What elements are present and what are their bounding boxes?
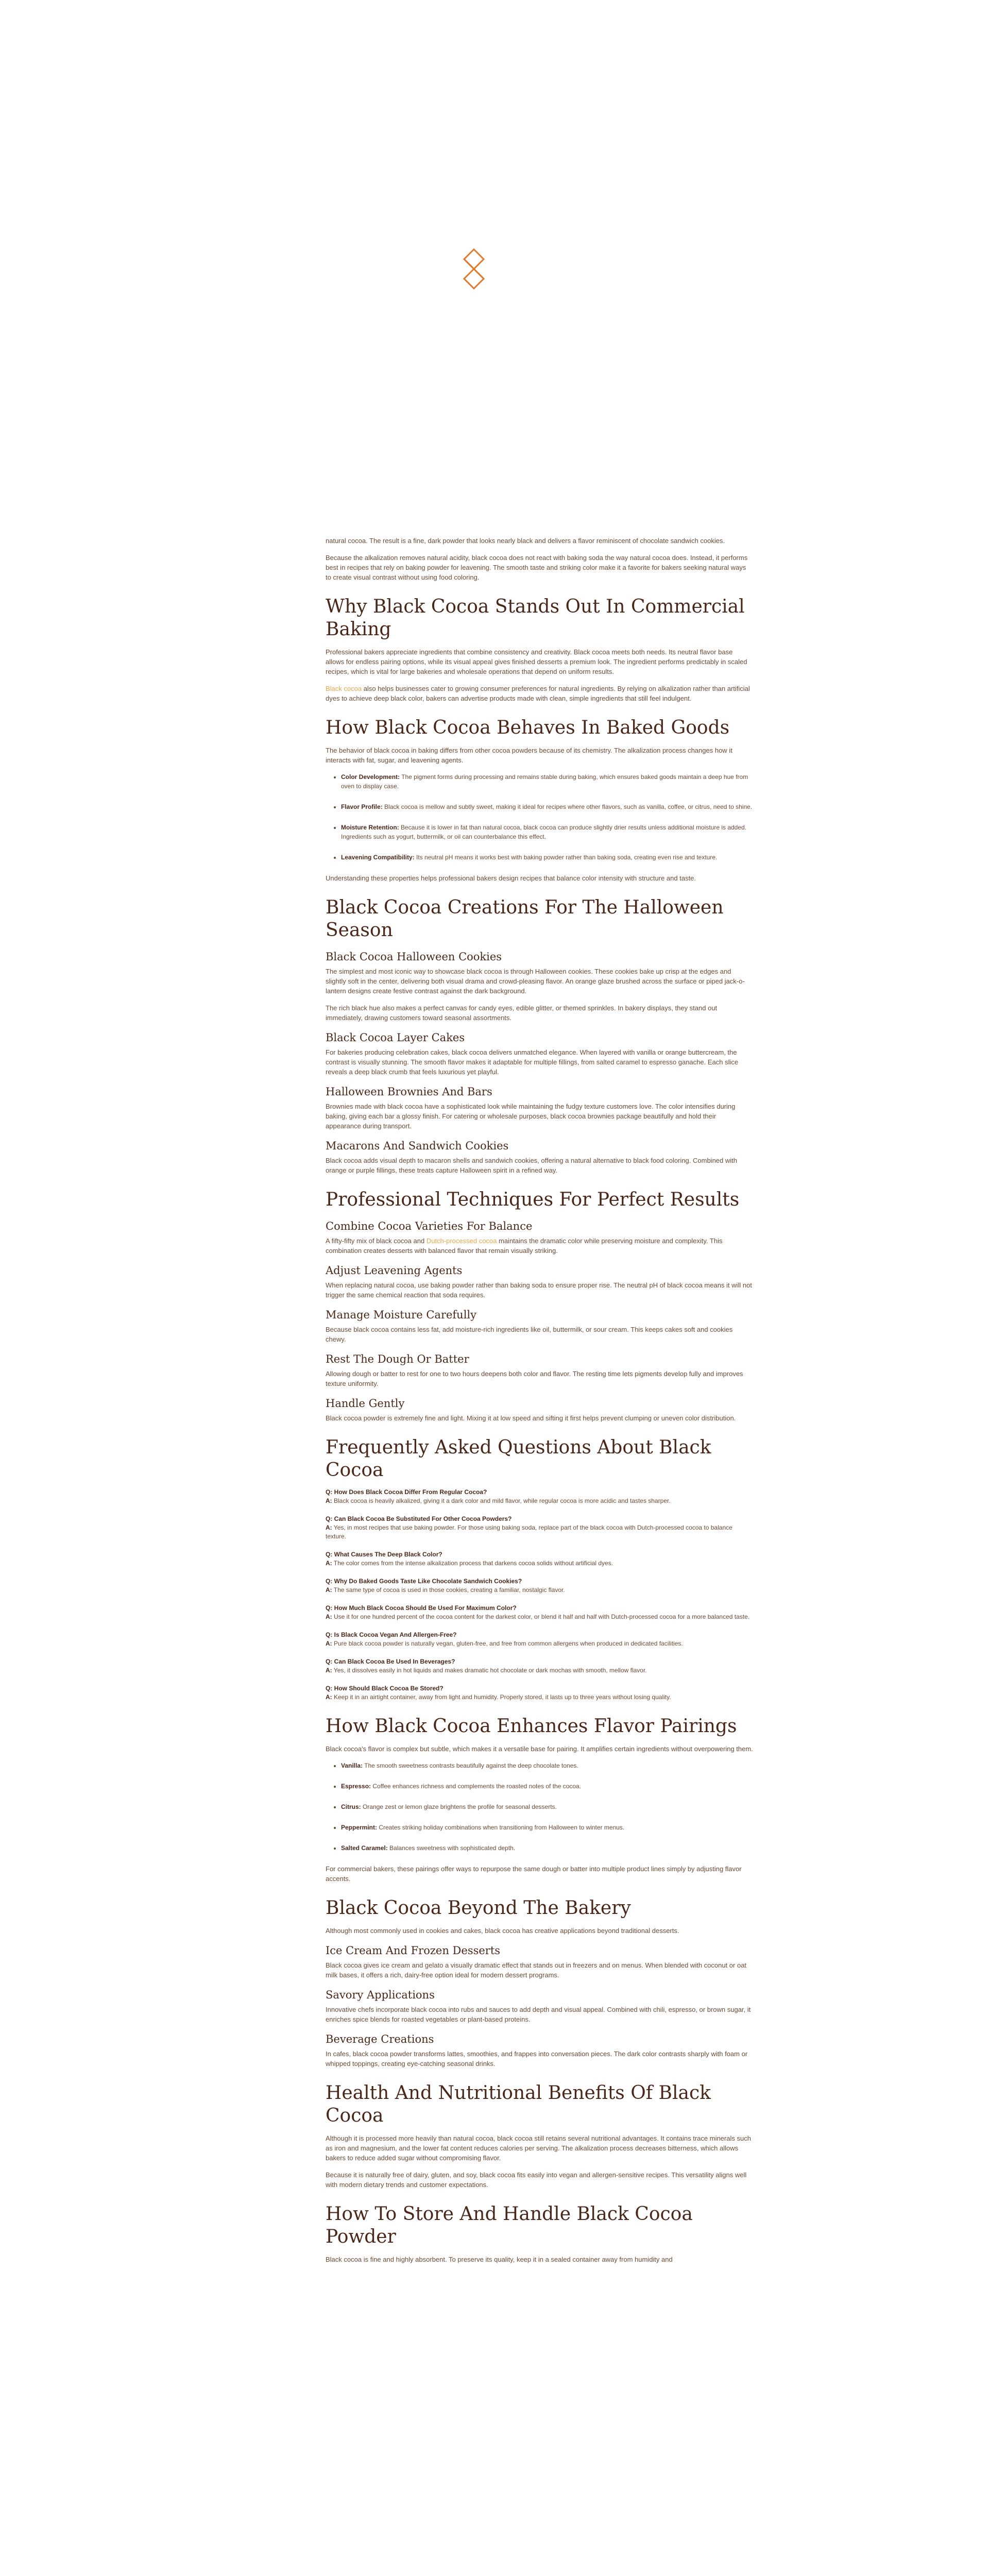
subheading: Combine Cocoa Varieties For Balance [326,1220,533,1232]
subheading: Rest The Dough Or Batter [326,1353,469,1365]
list-item: • Moisture Retention: Because it is lower in fat than natural cocoa, black cocoa can produce slightly drier results unless additional moisture is added. Ingredients such as yogurt, buttermilk, or oil can counterbalance this effect. [341,823,753,841]
paragraph: Allowing dough or batter to rest for one to two hours deepens both color and flavor. The resting time lets pigments develop fully and improves texture uniformity. [326,1370,743,1387]
paragraph: For bakeries producing celebration cakes, black cocoa delivers unmatched elegance. When layered with vanilla or orange buttercream, the contrast is visually stunning. The smooth flavor makes it adaptable for multiple fillings, from salted caramel to espresso ganache. Each slice reveals a deep black crumb that feels luxurious yet playful. [326,1048,739,1076]
section-heading-techniques: Professional Techniques For Perfect Results [326,1189,740,1210]
subheading: Adjust Leavening Agents [326,1264,463,1277]
section-heading-commercial: Why Black Cocoa Stands Out In Commercial Baking [326,596,745,640]
list-item: • Flavor Profile: Black cocoa is mellow and subtly sweet, making it ideal for recipes where other flavors, such as vanilla, coffee, or citrus, need to shine. [341,802,753,811]
paragraph: Professional bakers appreciate ingredients that combine consistency and creativity. Black cocoa meets both needs. Its neutral flavor base allows for endless pairing options, while its visual appeal gives finished desserts a premium look. The ingredient performs predictably in scaled recipes, which is vital for large bakeries and wholesale operations that depend on uniform results. [326,648,747,675]
list-item: • Espresso: Coffee enhances richness and complements the roasted notes of the cocoa. [341,1782,753,1791]
paragraph: Brownies made with black cocoa have a sophisticated look while maintaining the fudgy texture customers love. The color intensifies during baking, giving each bar a glossy finish. For catering or wholesale purposes, black cocoa brownies package beautifully and hold their appearance during transport. [326,1103,736,1130]
list-item: • Salted Caramel: Balances sweetness with sophisticated depth. [341,1843,753,1853]
list-item: • Citrus: Orange zest or lemon glaze brightens the profile for seasonal desserts. [341,1802,753,1811]
list-item: • Peppermint: Creates striking holiday combinations when transitioning from Halloween to winter menus. [341,1823,753,1832]
section-heading-beyond: Black Cocoa Beyond The Bakery [326,1897,631,1919]
subheading: Black Cocoa Halloween Cookies [326,951,502,963]
section-heading-behaves: How Black Cocoa Behaves In Baked Goods [326,717,730,738]
faq-item: Q: How Does Black Cocoa Differ From Regular Cocoa? A: Black cocoa is heavily alkalized, giving it a dark color and mild flavor, while regular cocoa is more acidic and tastes sharper. [326,1488,671,1504]
dutch-processed-cocoa-link[interactable]: Dutch-processed cocoa [426,1237,497,1245]
hero-area [0,0,989,536]
subheading: Beverage Creations [326,2033,434,2045]
pairings-list [326,1761,753,1853]
subheading: Savory Applications [326,1989,435,2001]
paragraph: Black cocoa's flavor is complex but subtle, which makes it a versatile base for pairing. It amplifies certain ingredients without overpowering them. [326,1745,753,1753]
intro-paragraph-1: natural cocoa. The result is a fine, dark powder that looks nearly black and delivers a flavor reminiscent of chocolate sandwich cookies. [326,537,725,545]
subheading: Macarons And Sandwich Cookies [326,1140,509,1152]
subheading: Halloween Brownies And Bars [326,1086,492,1098]
paragraph: Black cocoa powder is extremely fine and light. Mixing it at low speed and sifting it first helps prevent clumping or uneven color distribution. [326,1414,736,1422]
properties-list [326,772,753,862]
section-heading-health: Health And Nutritional Benefits Of Black Cocoa [326,2082,711,2126]
subheading: Handle Gently [326,1397,405,1410]
diamond-logo-icon [455,247,493,291]
subheading: Manage Moisture Carefully [326,1309,477,1321]
list-item: • Leavening Compatibility: Its neutral pH means it works best with baking powder rather than baking soda, creating even rise and texture. [341,853,753,862]
paragraph: Although most commonly used in cookies and cakes, black cocoa has creative applications beyond traditional desserts. [326,1927,679,1935]
faq-item: Q: Can Black Cocoa Be Used In Beverages? A: Yes, it dissolves easily in hot liquids and makes dramatic hot chocolate or dark mochas with smooth, mellow flavor. [326,1658,647,1674]
paragraph: Although it is processed more heavily than natural cocoa, black cocoa still retains several nutritional advantages. It contains trace minerals such as iron and magnesium, and the lower fat content reduces calories per serving. The alkalization process decreases bitterness, which allows bakers to reduce added sugar without compromising flavor. [326,2134,751,2162]
faq-item: Q: How Should Black Cocoa Be Stored? A: Keep it in an airtight container, away from light and humidity. Properly stored, it lasts up to three years without losing quality. [326,1685,671,1701]
paragraph: Innovative chefs incorporate black cocoa into rubs and sauces to add depth and visual appeal. Combined with chili, espresso, or brown sugar, it enriches spice blends for roasted vegetables or plant-based proteins. [326,2006,751,2023]
paragraph: When replacing natural cocoa, use baking powder rather than baking soda to ensure proper rise. The neutral pH of black cocoa means it will not trigger the same chemical reaction that soda requires. [326,1281,752,1299]
paragraph: The behavior of black cocoa in baking differs from other cocoa powders because of its chemistry. The alkalization process changes how it interacts with fat, sugar, and leavening agents. [326,747,732,764]
paragraph: Black cocoa gives ice cream and gelato a visually dramatic effect that stands out in freezers and on menus. When blended with coconut or oat milk bases, it offers a rich, dairy-free option ideal for modern dessert programs. [326,1961,747,1979]
faq-item: Q: Why Do Baked Goods Taste Like Chocolate Sandwich Cookies? A: The same type of cocoa is used in those cookies, creating a familiar, nostalgic flavor. [326,1578,565,1594]
black-cocoa-link[interactable]: Black cocoa [326,685,362,692]
paragraph: Because black cocoa contains less fat, add moisture-rich ingredients like oil, buttermilk, or sour cream. This keeps cakes soft and cookies chewy. [326,1326,733,1343]
paragraph: Black cocoa adds visual depth to macaron shells and sandwich cookies, offering a natural alternative to black food coloring. Combined with orange or purple fillings, these treats capture Halloween spirit in a refined way. [326,1157,737,1174]
subheading: Ice Cream And Frozen Desserts [326,1944,501,1957]
section-heading-faq: Frequently Asked Questions About Black Cocoa [326,1437,711,1481]
paragraph: Black cocoa also helps businesses cater to growing consumer preferences for natural ingredients. By relying on alkalization rather than artificial dyes to achieve deep black color, bakers can advertise products made with clean, simple ingredients that still feel indulgent. [326,685,750,702]
faq-item: Q: How Much Black Cocoa Should Be Used For Maximum Color? A: Use it for one hundred percent of the cocoa content for the darkest color, or blend it half and half with Dutch-processed cocoa for a more balanced taste. [326,1604,750,1620]
article-content [326,536,753,2264]
paragraph: The simplest and most iconic way to showcase black cocoa is through Halloween cookies. These cookies bake up crisp at the edges and slightly soft in the center, delivering both visual drama and crowd-pleasing flavor. An orange glaze brushed across the surface or piped jack-o-lantern designs create festive contrast against the dark background. [326,968,745,995]
list-item: • Vanilla: The smooth sweetness contrasts beautifully against the deep chocolate tones. [341,1761,753,1770]
section-heading-pairings: How Black Cocoa Enhances Flavor Pairings [326,1716,737,1737]
paragraph: Black cocoa is fine and highly absorbent. To preserve its quality, keep it in a sealed container away from humidity and [326,2256,673,2263]
faq-item: Q: Is Black Cocoa Vegan And Allergen-Free? A: Pure black cocoa powder is naturally vegan, gluten-free, and free from common allergens when produced in dedicated facilities. [326,1631,683,1647]
paragraph: In cafes, black cocoa powder transforms lattes, smoothies, and frappes into conversation pieces. The dark color contrasts sharply with foam or whipped toppings, creating eye-catching seasonal drinks. [326,2050,748,2067]
faq-item: Q: Can Black Cocoa Be Substituted For Other Cocoa Powders? A: Yes, in most recipes that use baking powder. For those using baking soda, replace part of the black cocoa with Dutch-processed cocoa to balance texture. [326,1515,732,1540]
faq-item: Q: What Causes The Deep Black Color? A: The color comes from the intense alkalization process that darkens cocoa solids without artificial dyes. [326,1551,613,1567]
list-item: • Color Development: The pigment forms during processing and remains stable during baking, which ensures baked goods maintain a deep hue from oven to display case. [341,772,753,791]
paragraph: For commercial bakers, these pairings offer ways to repurpose the same dough or batter into multiple product lines simply by adjusting flavor accents. [326,1865,742,1883]
intro-paragraph-2: Because the alkalization removes natural acidity, black cocoa does not react with baking soda the way natural cocoa does. Instead, it performs best in recipes that rely on baking powder for leavening. The smooth taste and striking color make it a favorite for bakers seeking natural ways to create visual contrast without using food coloring. [326,554,748,581]
section-heading-halloween: Black Cocoa Creations For The Halloween Season [326,897,724,941]
paragraph: A fifty-fifty mix of black cocoa and Dutch-processed cocoa maintains the dramatic color while preserving moisture and complexity. This combination creates desserts with balanced flavor that remain visually striking. [326,1237,723,1255]
paragraph: The rich black hue also makes a perfect canvas for candy eyes, edible glitter, or themed sprinkles. In bakery displays, they stand out immediately, drawing customers toward seasonal assortments. [326,1004,718,1022]
section-heading-storage: How To Store And Handle Black Cocoa Powder [326,2204,693,2247]
subheading: Black Cocoa Layer Cakes [326,1031,465,1044]
paragraph: Understanding these properties helps professional bakers design recipes that balance color intensity with structure and taste. [326,874,696,882]
paragraph: Because it is naturally free of dairy, gluten, and soy, black cocoa fits easily into vegan and allergen-sensitive recipes. This versatility aligns well with modern dietary trends and customer expectations. [326,2171,747,2189]
